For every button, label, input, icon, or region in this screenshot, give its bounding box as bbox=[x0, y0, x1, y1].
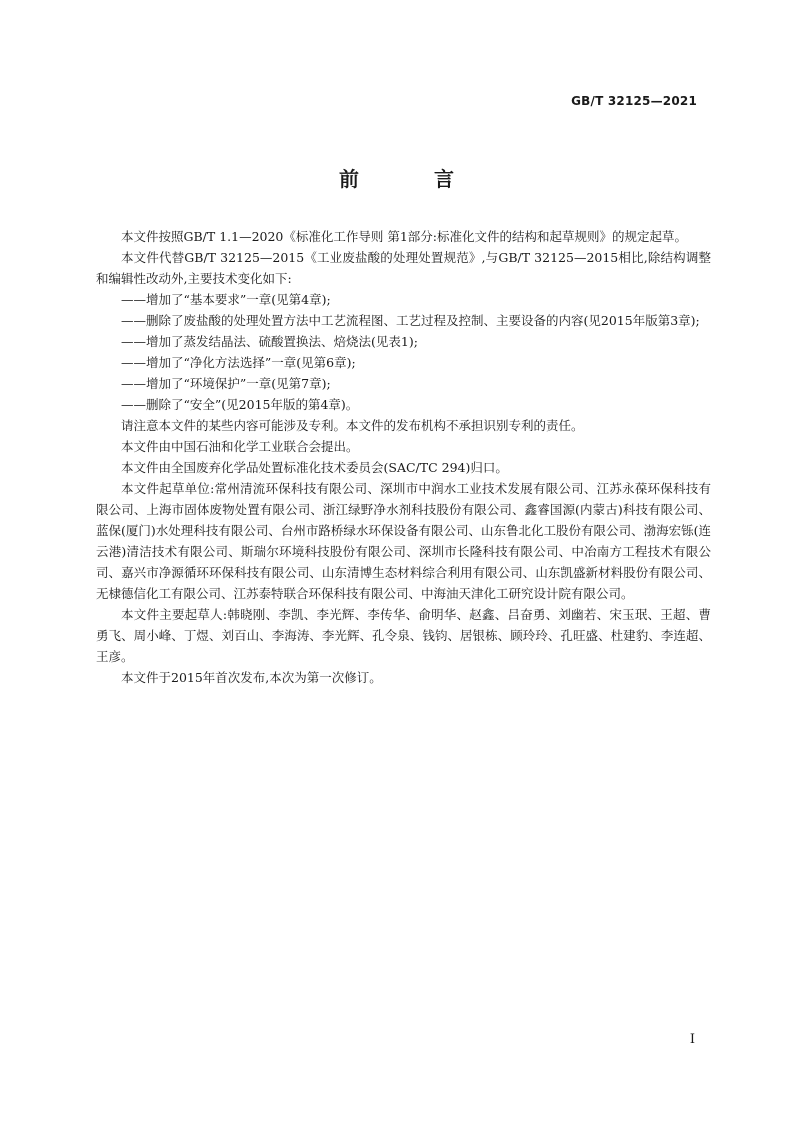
paragraph-proposer: 本文件由中国石油和化学工业联合会提出。 bbox=[121, 439, 359, 454]
paragraph-replacement-note: 本文件代替GB/T 32125—2015《工业废盐酸的处理处置规范》,与GB/T 32125—2015相比,除结构调整和编辑性改动外,主要技术变化如下: bbox=[96, 250, 711, 286]
page-number: I bbox=[689, 1032, 695, 1047]
list-item: ——增加了“环境保护”一章(见第7章); bbox=[121, 376, 331, 391]
standard-code: GB/T 32125—2021 bbox=[571, 94, 697, 108]
page-title: 前 言 bbox=[339, 167, 488, 191]
paragraph-committee: 本文件由全国废弃化学品处置标准化技术委员会(SAC/TC 294)归口。 bbox=[121, 460, 508, 475]
list-item: ——删除了废盐酸的处理处置方法中工艺流程图、工艺过程及控制、主要设备的内容(见2015年版第3章); bbox=[121, 313, 700, 328]
paragraph-drafters: 本文件主要起草人:韩晓刚、李凯、李光辉、李传华、俞明华、赵鑫、吕奋勇、刘幽若、宋玉珉、王超、曹勇飞、周小峰、丁煜、刘百山、李海涛、李光辉、孔令泉、钱钧、居银栋、顾玲玲、孔旺盛、杜建豹、李连超、王彦。 bbox=[96, 607, 711, 664]
document-body bbox=[96, 226, 711, 688]
paragraph-patent-notice: 请注意本文件的某些内容可能涉及专利。本文件的发布机构不承担识别专利的责任。 bbox=[121, 418, 584, 433]
list-item: ——增加了蒸发结晶法、硫酸置换法、焙烧法(见表1); bbox=[121, 334, 418, 349]
list-item: ——删除了“安全”(见2015年版的第4章)。 bbox=[121, 397, 359, 412]
list-item: ——增加了“净化方法选择”一章(见第6章); bbox=[121, 355, 356, 370]
list-item: ——增加了“基本要求”一章(见第4章); bbox=[121, 292, 331, 307]
paragraph-drafting-units: 本文件起草单位:常州清流环保科技有限公司、深圳市中润水工业技术发展有限公司、江苏永葆环保科技有限公司、上海市固体废物处置有限公司、浙江绿野净水剂科技股份有限公司、鑫睿国源(内蒙古)科技有限公司、蓝保(厦门)水处理科技有限公司、台州市路桥绿水环保设备有限公司、山东鲁北化工股份有限公司、渤海宏铄(连云港)清洁技术有限公司、斯瑞尔环境科技股份有限公司、深圳市长隆科技有限公司、中冶南方工程技术有限公司、嘉兴市净源循环环保科技有限公司、山东清博生态材料综合利用有限公司、山东凯盛新材料股份有限公司、无棣德信化工有限公司、江苏泰特联合环保科技有限公司、中海油天津化工研究设计院有限公司。 bbox=[96, 481, 711, 601]
paragraph-history: 本文件于2015年首次发布,本次为第一次修订。 bbox=[121, 670, 382, 685]
change-list bbox=[96, 289, 711, 415]
paragraph-drafting-rule: 本文件按照GB/T 1.1—2020《标准化工作导则 第1部分:标准化文件的结构和起草规则》的规定起草。 bbox=[121, 229, 688, 244]
